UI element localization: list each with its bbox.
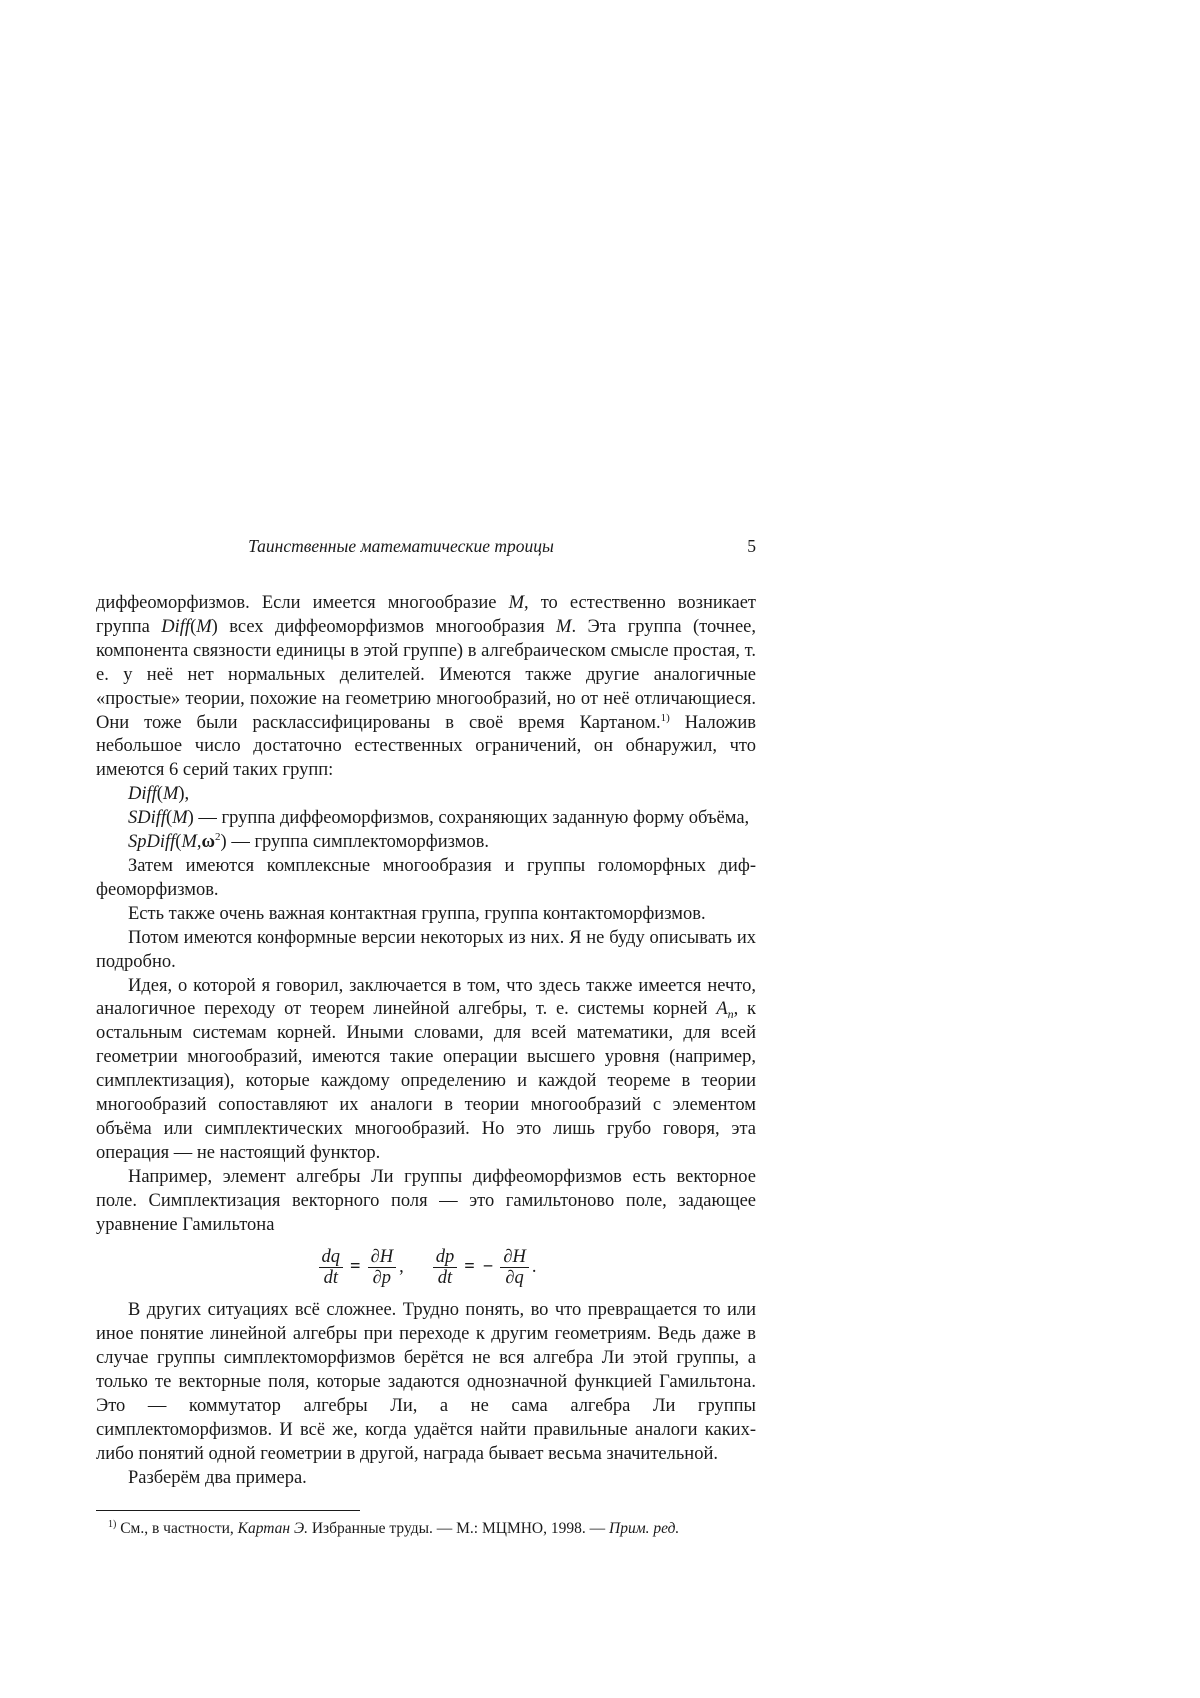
- partial-symbol: ∂: [372, 1267, 382, 1288]
- paragraph: Потом имеются конформные версии некоторых из них. Я не буду описывать их подробно.: [96, 927, 756, 972]
- subscript: n: [727, 1007, 734, 1022]
- math-symbol: H: [512, 1246, 526, 1267]
- text-run: (: [156, 784, 163, 805]
- list-item: [96, 831, 756, 855]
- text-run: ,: [196, 832, 202, 853]
- math-symbol: M: [172, 808, 188, 829]
- math-symbol: M: [556, 616, 572, 637]
- math-symbol: M: [196, 616, 212, 637]
- math-symbol: Diff: [161, 616, 191, 637]
- partial-symbol: ∂: [505, 1267, 515, 1288]
- math-symbol: A: [716, 999, 728, 1020]
- math-symbol: M: [508, 593, 524, 613]
- text-run: (: [175, 832, 182, 853]
- paragraph: Есть также очень важная контактная группа, группа контактоморфизмов.: [128, 903, 706, 924]
- punctuation: ,: [399, 1256, 404, 1277]
- denominator: dt: [323, 1267, 338, 1288]
- math-symbol: M: [162, 784, 179, 805]
- math-symbol: q: [514, 1267, 524, 1288]
- paragraph: [96, 592, 756, 783]
- math-symbol: p: [381, 1267, 392, 1288]
- paragraph: Разберём два примера.: [128, 1467, 307, 1488]
- text-run: ) — группа симплектоморфизмов.: [220, 832, 490, 853]
- text-run: ),: [178, 784, 190, 805]
- equals-sign: =: [464, 1256, 475, 1277]
- text-run: ) всех диффеоморфизмов многообразия: [211, 616, 557, 637]
- fraction: [368, 1247, 397, 1288]
- footnote-marker[interactable]: 1): [660, 711, 670, 724]
- page-number: 5: [747, 536, 756, 556]
- text-run: (: [190, 616, 197, 637]
- text-run: , к остальным системам корней. Иными словами, для всей математики, для всей геометрии многообразий, имеются такие операции высшего уровня (например, симплектизация), которые каждому определению и каждой теореме в теории многообразий сопоставляют их аналоги в теории многообразий с элементом объёма или симплектических многообразий. Но это лишь грубо говоря, эта операция — не настоящий функтор.: [96, 999, 756, 1163]
- text-run: Наложив небольшое число достаточно естественных ограничений, он обнаружил, что имеются 6 серий таких групп:: [96, 712, 756, 781]
- denominator: [502, 1268, 526, 1288]
- text-run: . Эта группа (точнее, компонента связности единицы в этой группе) в алгебраическом смысле простая, т. е. у неё нет нормальных делителей. Имеются также другие аналогичные «простые» теории, похожие на геометрию многообразий, но от неё отличающиеся. Они тоже были расклассифицированы в своё время Картаном.: [96, 616, 757, 733]
- paragraph: В других ситуациях всё сложнее. Трудно понять, во что превращается то или иное понятие линейной алгебры при переходе к другим геометриям. Ведь даже в случае группы симплектоморфизмов берётся не вся алгебра Ли этой группы, а только те векторные поля, которые задаются однозначной функцией Гамильтона. Это — коммутатор алгебры Ли, а не сама алгебра Ли группы симплектоморфизмов. И всё же, когда удаётся найти правильные аналоги каких-либо понятий одной геометрии в другой, награда бывает весьма значительной.: [96, 1300, 756, 1464]
- partial-symbol: ∂: [503, 1246, 513, 1267]
- body-text: [96, 592, 756, 1491]
- denominator: dt: [437, 1267, 453, 1288]
- running-title: Таинственные математические троицы: [248, 536, 554, 556]
- numerator: dq: [319, 1247, 344, 1268]
- footnote: [96, 1518, 756, 1540]
- math-symbol: SpDiff: [128, 832, 176, 853]
- fraction: [319, 1247, 344, 1288]
- paragraph: Затем имеются комплексные многообразия и группы голоморфных диффеоморфизмов.: [96, 855, 756, 900]
- page-header: [96, 534, 756, 558]
- paragraph: Например, элемент алгебры Ли группы диффеоморфизмов есть векторное поле. Симплектизация векторного поля — это гамильтоново поле, задающее уравнение Гамильтона: [96, 1166, 756, 1235]
- denominator: [370, 1268, 394, 1288]
- footnote-rule: [96, 1510, 360, 1511]
- math-symbol: H: [379, 1246, 394, 1267]
- math-symbol: M: [181, 832, 197, 853]
- list-item: [96, 783, 756, 807]
- hamilton-equations: [96, 1239, 756, 1295]
- footnote-mark: 1): [108, 1519, 117, 1530]
- text-run: , то естественно возникает группа: [96, 593, 756, 637]
- text-run: диффеоморфизмов. Если имеется многообразие: [96, 593, 509, 613]
- equals-sign: =: [350, 1256, 361, 1277]
- math-symbol: Diff: [128, 784, 157, 805]
- paragraph: [96, 975, 756, 1166]
- text-run: Идея, о которой я говорил, заключается в том, что здесь также имеется нечто, аналогичное переходу от теорем линейной алгебры, т. е. системы корней: [96, 975, 756, 1020]
- fraction: [433, 1247, 458, 1288]
- partial-symbol: ∂: [370, 1246, 380, 1267]
- text-run: См., в частности,: [116, 1520, 238, 1537]
- numerator: [368, 1247, 397, 1268]
- numerator: dp: [433, 1247, 458, 1268]
- footnote-author: Картан Э.: [237, 1520, 308, 1537]
- text-run: ) — группа диффеоморфизмов, сохраняющих заданную форму объёма,: [187, 808, 750, 829]
- text-run: (: [166, 808, 173, 829]
- editor-note: Прим. ред.: [609, 1520, 680, 1537]
- minus-sign: −: [482, 1256, 494, 1277]
- superscript: 2: [215, 831, 221, 844]
- numerator: [500, 1247, 529, 1268]
- fraction: [500, 1247, 529, 1288]
- text-run: Избранные труды. — М.: МЦМНО, 1998. —: [307, 1520, 610, 1537]
- list-item: [96, 807, 756, 831]
- punctuation: .: [531, 1256, 537, 1277]
- math-symbol: SDiff: [128, 808, 167, 829]
- math-symbol: ω: [201, 832, 216, 853]
